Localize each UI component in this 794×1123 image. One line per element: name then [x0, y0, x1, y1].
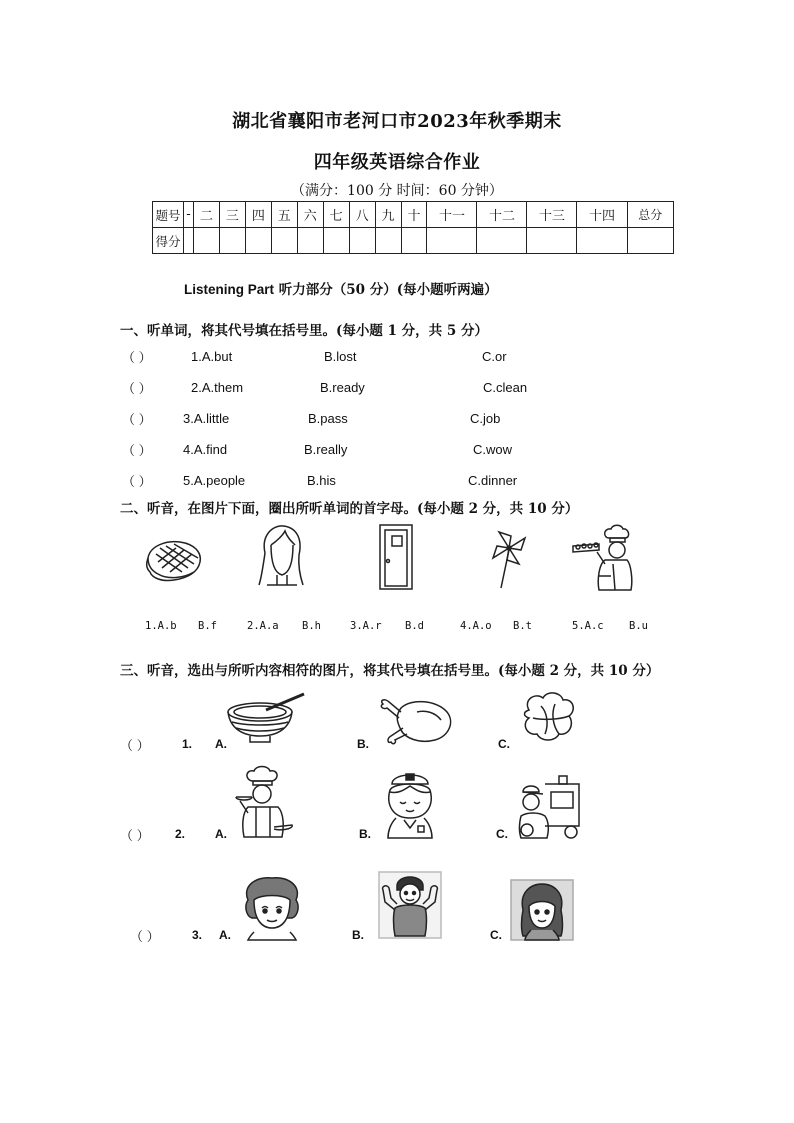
s2-option-b: B.t — [513, 620, 532, 632]
score-col: 二 — [194, 202, 220, 228]
score-col: 十二 — [477, 202, 527, 228]
s1-option-a: 4.A.find — [183, 442, 228, 457]
score-cell[interactable] — [219, 228, 245, 254]
s1-option-a: 3.A.little — [183, 411, 230, 426]
s1-option-a: 1.A.but — [191, 349, 233, 364]
s2-option-a: 5.A.c — [572, 620, 604, 632]
listening-heading — [184, 278, 498, 298]
score-table-row-question — [153, 202, 674, 228]
score-cell[interactable] — [349, 228, 375, 254]
s1-option-a: 2.A.them — [191, 380, 244, 395]
score-cell[interactable] — [627, 228, 674, 254]
cook-icon — [234, 767, 294, 837]
s1-option-c: C.wow — [473, 442, 513, 457]
score-cell[interactable] — [477, 228, 527, 254]
score-col: 八 — [349, 202, 375, 228]
s3-option-a: A. — [219, 928, 231, 942]
s1-option-c: C.dinner — [468, 473, 518, 488]
score-table — [152, 201, 674, 254]
s3-option-a: A. — [215, 737, 227, 751]
score-cell[interactable] — [271, 228, 297, 254]
score-col: 九 — [375, 202, 401, 228]
score-col: 五 — [271, 202, 297, 228]
s1-option-b: B.his — [307, 473, 336, 488]
girl-photo-icon — [511, 880, 573, 940]
s2-option-a: 1.A.b — [145, 620, 177, 632]
s3-bracket[interactable]: （ ） — [120, 738, 150, 753]
steak-icon — [144, 538, 206, 584]
s3-option-a: A. — [215, 827, 227, 841]
listening-heading-cn: 听力部分（50 分）(每小题听两遍） — [278, 282, 498, 298]
cook-icon — [569, 524, 635, 592]
s2-option-a: 2.A.a — [247, 620, 279, 632]
listening-heading-en: Listening Part — [184, 282, 275, 297]
strong-boy-icon — [379, 872, 441, 938]
nurse-icon — [382, 768, 438, 838]
section2-title: 二、听音，在图片下面，圈出所听单词的首字母。(每小题 2 分，共 10 分） — [120, 501, 579, 517]
soup-bowl-icon — [226, 692, 308, 746]
s3-option-b: B. — [359, 827, 371, 841]
s3-option-b: B. — [357, 737, 369, 751]
pinwheel-icon — [489, 528, 529, 590]
score-cell[interactable] — [427, 228, 477, 254]
s1-option-b: B.lost — [324, 349, 357, 364]
s3-option-b: B. — [352, 928, 364, 942]
s3-option-c: C. — [498, 737, 510, 751]
s1-bracket[interactable]: （ ） — [122, 474, 152, 489]
section1-title: 一、听单词，将其代号填在括号里。(每小题 1 分，共 5 分） — [120, 323, 488, 339]
s3-question-number: 1. — [182, 737, 193, 751]
score-col: 六 — [297, 202, 323, 228]
s3-bracket[interactable]: （ ） — [120, 828, 150, 843]
curly-girl-icon — [242, 876, 302, 940]
score-cell[interactable] — [194, 228, 220, 254]
page-title: 湖北省襄阳市老河口市2023年秋季期末 — [232, 111, 562, 132]
score-cell[interactable] — [401, 228, 427, 254]
s2-option-b: B.u — [629, 620, 648, 632]
score-table-row-score — [153, 228, 674, 254]
s2-option-b: B.h — [302, 620, 321, 632]
score-cell[interactable] — [297, 228, 323, 254]
page-subtitle: 四年级英语综合作业 — [313, 152, 481, 173]
chicken-icon — [377, 690, 455, 746]
s3-option-c: C. — [490, 928, 502, 942]
s1-option-b: B.ready — [320, 380, 365, 395]
s3-question-number: 3. — [192, 928, 203, 942]
score-col: 十 — [401, 202, 427, 228]
s1-option-c: C.clean — [483, 380, 528, 395]
s1-bracket[interactable]: （ ） — [122, 381, 152, 396]
score-cell[interactable] — [184, 228, 194, 254]
s2-option-a: 4.A.o — [460, 620, 492, 632]
s1-bracket[interactable]: （ ） — [122, 443, 152, 458]
cabbage-icon — [519, 690, 577, 744]
s1-option-c: C.or — [482, 349, 507, 364]
s1-option-a: 5.A.people — [183, 473, 246, 488]
s3-option-c: C. — [496, 827, 508, 841]
door-icon — [377, 523, 415, 591]
score-table-label: 题号 — [153, 202, 184, 228]
score-col: 十四 — [577, 202, 627, 228]
s3-question-number: 2. — [175, 827, 186, 841]
score-col: 三 — [219, 202, 245, 228]
score-col: 七 — [323, 202, 349, 228]
score-cell[interactable] — [323, 228, 349, 254]
score-col: 总分 — [627, 202, 674, 228]
score-col: 四 — [245, 202, 271, 228]
score-cell[interactable] — [245, 228, 271, 254]
s1-option-b: B.pass — [308, 411, 348, 426]
score-cell[interactable] — [527, 228, 577, 254]
exam-meta: （满分：100 分 时间：60 分钟） — [291, 183, 503, 199]
s1-bracket[interactable]: （ ） — [122, 350, 152, 365]
s2-option-b: B.f — [198, 620, 217, 632]
s2-option-a: 3.A.r — [350, 620, 382, 632]
girl-icon — [257, 523, 305, 591]
s1-option-c: C.job — [470, 411, 501, 426]
s3-bracket[interactable]: （ ） — [130, 929, 160, 944]
s2-option-b: B.d — [405, 620, 424, 632]
driver-icon — [517, 770, 581, 838]
s1-option-b: B.really — [304, 442, 348, 457]
score-table-label: 得分 — [153, 228, 184, 254]
score-cell[interactable] — [375, 228, 401, 254]
s1-bracket[interactable]: （ ） — [122, 412, 152, 427]
section3-title: 三、听音，选出与所听内容相符的图片，将其代号填在括号里。(每小题 2 分，共 10 分） — [120, 663, 660, 679]
score-col: 十三 — [527, 202, 577, 228]
score-cell[interactable] — [577, 228, 627, 254]
score-col: 十一 — [427, 202, 477, 228]
score-col: - — [184, 202, 194, 228]
